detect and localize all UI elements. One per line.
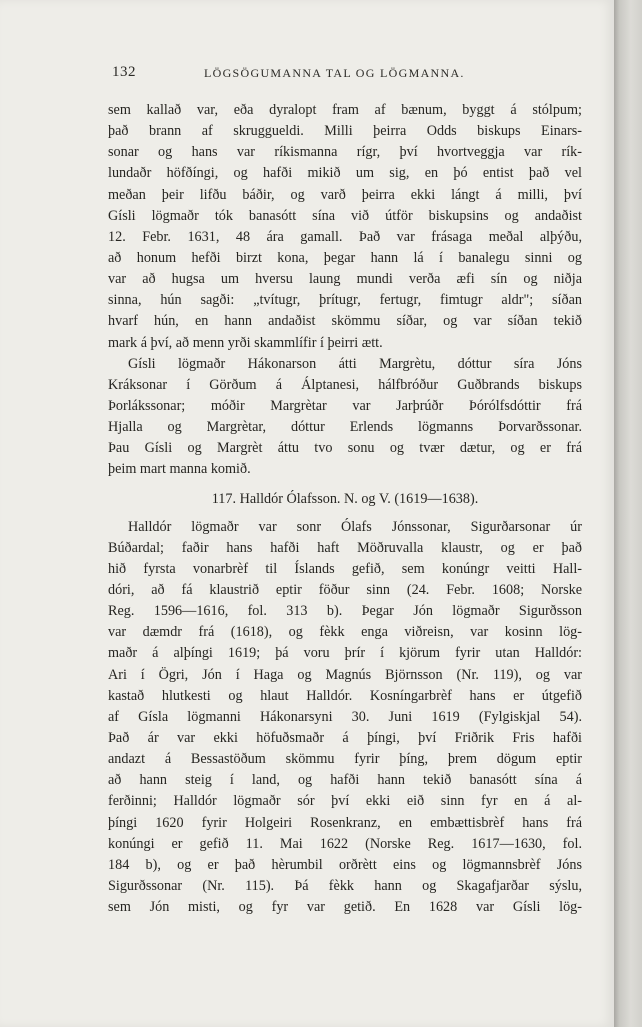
text-line: konúngi er gefið 11. Mai 1622 (Norske Reg. 1617—1630, fol.	[108, 835, 582, 852]
text-line: 184 b), og er það hèrumbil orðrètt eins og lögmannsbrèf Jóns	[108, 856, 582, 873]
text-line: dóri, að fá klaustrið eptir föður sinn (24. Febr. 1608; Norske	[108, 581, 582, 598]
text-line: var dæmdr frá (1618), og fèkk enga viðreisn, var kosinn lög-	[108, 624, 582, 641]
text-line: Halldór lögmaðr var sonr Ólafs Jónssonar, Sigurðarsonar úr	[128, 518, 582, 535]
text-line: sem Jón misti, og fyr var getið. En 1628 var Gísli lög-	[108, 899, 582, 916]
text-line: Ari í Ögri, Jón í Haga og Magnús Björnsson (Nr. 119), og var	[108, 666, 582, 683]
text-line: Reg. 1596—1616, fol. 313 b). Þegar Jón lögmaðr Sigurðsson	[108, 603, 582, 620]
text-line: kastað hlutkesti og hlaut Halldór. Kosníngarbrèf hans er útgefið	[108, 687, 582, 704]
text-line: að honum hefði birzt kona, þegar hann lá í banalegu sinni og	[108, 249, 582, 266]
text-line: Gísli lögmaðr Hákonarson átti Margrètu, dóttur síra Jóns	[128, 355, 582, 372]
text-line: sonar og hans var ríkismanna rígr, því hvortveggja var rík-	[108, 144, 582, 161]
body-text	[108, 100, 582, 918]
text-line: sinna, hún sagði: „tvítugr, þrítugr, fertugr, fimtugr aldr"; síðan	[108, 292, 582, 309]
text-line: mark á því, að menn yrði skammlífir í þeirri ætt.	[108, 334, 383, 351]
text-line: Það ár var ekki höfuðsmaðr á þíngi, því Friðrik Fris hafði	[108, 729, 582, 746]
text-line: Þau Gísli og Margrèt áttu tvo sonu og tvær dætur, og er frá	[108, 440, 582, 457]
text-line: þíngi 1620 fyrir Holgeiri Rosenkranz, en embættisbrèf hans frá	[108, 814, 582, 831]
section-heading: 117. Halldór Ólafsson. N. og V. (1619—1638).	[211, 490, 479, 507]
text-line: sem kallað var, eða dyralopt fram af bænum, byggt á stólpum;	[108, 102, 582, 118]
text-line: Kráksonar í Görðum á Álptanesi, hálfbróður Guðbrands biskups	[108, 376, 582, 393]
text-line: þeim mart manna komið.	[108, 461, 251, 478]
text-line: 12. Febr. 1631, 48 ára gamall. Það var frásaga meðal alþýðu,	[108, 228, 582, 245]
text-line: ferðinni; Halldór lögmaðr sór því ekki eið sinn fyr en á al-	[108, 793, 582, 810]
text-line: Gísli lögmaðr tók banasótt sína við útför biskupsins og andaðist	[108, 207, 582, 224]
text-line: af Gísla lögmanni Hákonarsyni 30. Juni 1619 (Fylgiskjal 54).	[108, 708, 582, 725]
text-line: hvarf hún, en hann andaðist skömmu síðar, og var síðan tekið	[108, 313, 582, 330]
running-head	[112, 64, 582, 84]
text-line: maðr á alþíngi 1619; þá voru þrír í kjörum fyrir utan Halldór:	[108, 645, 582, 662]
text-line: Hjalla og Margrètar, dóttur Erlends lögmanns Þorvarðssonar.	[108, 419, 582, 436]
running-head-title: LÖGSÖGUMANNA TAL OG LÖGMANNA.	[204, 66, 465, 80]
text-line: andazt á Bessastöðum skömmu fyrir þíng, þrem dögum eptir	[108, 751, 582, 768]
text-line: Sigurðssonar (Nr. 115). Þá fèkk hann og Skagafjarðar sýslu,	[108, 877, 582, 894]
page-edge	[614, 0, 642, 1027]
text-line: hið fyrsta vonarbrèf til Íslands gefið, sem konúngr veitti Hall-	[108, 560, 582, 577]
text-line: Búðardal; faðir hans hafði haft Möðruvalla klaustr, og er það	[108, 539, 582, 556]
text-line: meðan þeir lifðu báðir, og varð þeirra ekki lángt á milli, því	[108, 186, 582, 203]
page-number: 132	[112, 64, 136, 80]
text-line: það brann af skruggueldi. Milli þeirra Odds biskups Einars-	[108, 123, 582, 140]
text-line: lundaðr höfðíngi, og hafði mikið um sig, en þó entist það vel	[108, 165, 582, 182]
text-line: að hann steig í land, og hafði hann tekið banasótt sína á	[108, 772, 582, 789]
text-line: var að hugsa um hversu laung mundi verða æfi sín og niðja	[108, 271, 582, 288]
text-line: Þorlákssonar; móðir Margrètar var Jarþrúðr Þórólfsdóttir frá	[108, 397, 582, 414]
